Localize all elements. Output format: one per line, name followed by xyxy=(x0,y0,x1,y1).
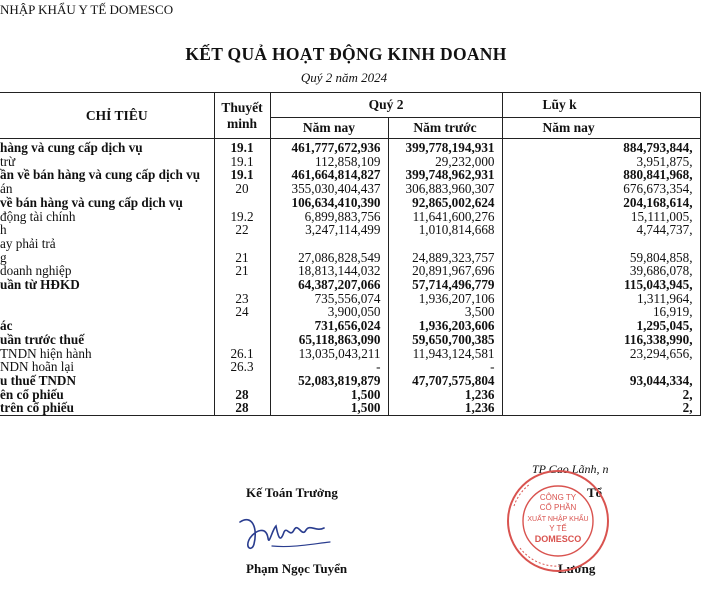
row-previous-year: 1,236 xyxy=(388,401,502,415)
row-item-name: trừ xyxy=(0,155,214,169)
report-period: Quý 2 năm 2024 xyxy=(300,70,388,85)
row-previous-year: 399,748,962,931 xyxy=(388,168,502,182)
row-ytd-current-year: 115,043,945, xyxy=(502,278,700,292)
row-note: 20 xyxy=(214,182,270,196)
row-ytd-current-year: 39,686,078, xyxy=(502,264,700,278)
row-note xyxy=(214,319,270,333)
table-row xyxy=(0,319,700,333)
row-note xyxy=(214,333,270,347)
table-row xyxy=(0,278,700,292)
row-item-name: h xyxy=(0,223,214,237)
table-row xyxy=(0,182,700,196)
row-ytd-current-year: 23,294,656, xyxy=(502,347,700,361)
row-ytd-current-year: 204,168,614, xyxy=(502,196,700,210)
row-ytd-current-year: 116,338,990, xyxy=(502,333,700,347)
row-current-year: 13,035,043,211 xyxy=(270,347,388,361)
table-row xyxy=(0,251,700,265)
header-note: Thuyết minh xyxy=(214,93,270,139)
company-name: NHẬP KHẨU Y TẾ DOMESCO xyxy=(0,2,174,17)
row-current-year: 461,777,672,936 xyxy=(270,139,388,155)
table-row xyxy=(0,305,700,319)
row-note: 19.1 xyxy=(214,139,270,155)
row-ytd-current-year: 676,673,354, xyxy=(502,182,700,196)
row-previous-year: 1,236 xyxy=(388,388,502,402)
table-row xyxy=(0,237,700,251)
row-note xyxy=(214,374,270,388)
row-current-year: 18,813,144,032 xyxy=(270,264,388,278)
row-ytd-current-year: 1,295,045, xyxy=(502,319,700,333)
table-row xyxy=(0,168,700,182)
row-ytd-current-year: 880,841,968, xyxy=(502,168,700,182)
row-previous-year: 11,641,600,276 xyxy=(388,210,502,224)
row-item-name: ần về bán hàng và cung cấp dịch vụ xyxy=(0,168,214,182)
row-item-name: uần trước thuế xyxy=(0,333,214,347)
row-current-year: 1,500 xyxy=(270,388,388,402)
row-ytd-current-year: 2, xyxy=(502,401,700,415)
row-ytd-current-year: 3,951,875, xyxy=(502,155,700,169)
table-row xyxy=(0,139,700,155)
table-row xyxy=(0,388,700,402)
row-ytd-current-year: 1,311,964, xyxy=(502,292,700,306)
company-seal xyxy=(500,466,610,576)
report-title: KẾT QUẢ HOẠT ĐỘNG KINH DOANH xyxy=(185,44,507,64)
table-row xyxy=(0,401,700,415)
row-previous-year: 24,889,323,757 xyxy=(388,251,502,265)
accountant-name: Phạm Ngọc Tuyển xyxy=(246,561,348,576)
header-ytd: Lũy k xyxy=(502,93,700,118)
row-note xyxy=(214,196,270,210)
row-previous-year: 3,500 xyxy=(388,305,502,319)
svg-text:XUẤT NHẬP KHẨU: XUẤT NHẬP KHẨU xyxy=(527,516,589,523)
table-row xyxy=(0,347,700,361)
row-note: 19.1 xyxy=(214,155,270,169)
row-current-year: 6,899,883,756 xyxy=(270,210,388,224)
row-item-name: hàng và cung cấp dịch vụ xyxy=(0,139,214,155)
header-item: CHỈ TIÊU xyxy=(0,93,214,139)
row-item-name: án xyxy=(0,182,214,196)
row-item-name: ên cổ phiếu xyxy=(0,388,214,402)
table-row xyxy=(0,292,700,306)
row-previous-year: 1,936,203,606 xyxy=(388,319,502,333)
row-current-year: 355,030,404,437 xyxy=(270,182,388,196)
row-note: 28 xyxy=(214,388,270,402)
row-note: 23 xyxy=(214,292,270,306)
row-current-year: 112,858,109 xyxy=(270,155,388,169)
row-note xyxy=(214,278,270,292)
row-previous-year: 11,943,124,581 xyxy=(388,347,502,361)
income-statement-table xyxy=(0,92,701,416)
row-item-name xyxy=(0,292,214,306)
director-name: Lương xyxy=(558,561,596,576)
svg-text:CỔ PHẦN: CỔ PHẦN xyxy=(539,503,577,512)
row-note: 28 xyxy=(214,401,270,415)
header-ytd-current-year: Năm nay xyxy=(502,118,700,139)
row-note: 26.3 xyxy=(214,360,270,374)
row-previous-year: 20,891,967,696 xyxy=(388,264,502,278)
row-item-name: doanh nghiệp xyxy=(0,264,214,278)
header-quarter: Quý 2 xyxy=(270,93,502,118)
table-row xyxy=(0,196,700,210)
svg-text:Y TẾ: Y TẾ xyxy=(549,524,567,533)
table-row xyxy=(0,155,700,169)
row-note: 19.2 xyxy=(214,210,270,224)
table-row xyxy=(0,333,700,347)
row-note: 19.1 xyxy=(214,168,270,182)
row-previous-year: 57,714,496,779 xyxy=(388,278,502,292)
row-current-year: 735,556,074 xyxy=(270,292,388,306)
row-ytd-current-year: 884,793,844, xyxy=(502,139,700,155)
row-ytd-current-year: 2, xyxy=(502,388,700,402)
row-previous-year: 399,778,194,931 xyxy=(388,139,502,155)
director-title: Tổ xyxy=(587,485,603,500)
row-item-name: động tài chính xyxy=(0,210,214,224)
row-previous-year: 92,865,002,624 xyxy=(388,196,502,210)
row-note: 26.1 xyxy=(214,347,270,361)
row-ytd-current-year: 16,919, xyxy=(502,305,700,319)
row-current-year: 731,656,024 xyxy=(270,319,388,333)
row-current-year: 64,387,207,066 xyxy=(270,278,388,292)
row-current-year: - xyxy=(270,360,388,374)
svg-text:CÔNG TY: CÔNG TY xyxy=(539,493,577,502)
signature-image xyxy=(232,508,352,558)
row-note: 21 xyxy=(214,251,270,265)
header-current-year: Năm nay xyxy=(270,118,388,139)
table-row xyxy=(0,264,700,278)
row-current-year: 106,634,410,390 xyxy=(270,196,388,210)
row-previous-year: 59,650,700,385 xyxy=(388,333,502,347)
accountant-title: Kế Toán Trưởng xyxy=(246,485,338,500)
row-current-year: 3,247,114,499 xyxy=(270,223,388,237)
row-item-name: về bán hàng và cung cấp dịch vụ xyxy=(0,196,214,210)
table-body xyxy=(0,139,700,416)
row-item-name: g xyxy=(0,251,214,265)
row-current-year xyxy=(270,237,388,251)
header-previous-year: Năm trước xyxy=(388,118,502,139)
row-note xyxy=(214,237,270,251)
row-current-year: 52,083,819,879 xyxy=(270,374,388,388)
row-note: 21 xyxy=(214,264,270,278)
row-previous-year: 47,707,575,804 xyxy=(388,374,502,388)
row-note: 22 xyxy=(214,223,270,237)
row-current-year: 461,664,814,827 xyxy=(270,168,388,182)
row-item-name xyxy=(0,305,214,319)
table-row xyxy=(0,223,700,237)
row-previous-year: 1,010,814,668 xyxy=(388,223,502,237)
row-item-name: uần từ HĐKD xyxy=(0,278,214,292)
table-row xyxy=(0,374,700,388)
row-item-name: TNDN hiện hành xyxy=(0,347,214,361)
row-previous-year xyxy=(388,237,502,251)
row-ytd-current-year: 93,044,334, xyxy=(502,374,700,388)
row-ytd-current-year: 15,111,005, xyxy=(502,210,700,224)
row-previous-year: 306,883,960,307 xyxy=(388,182,502,196)
table-row xyxy=(0,210,700,224)
row-ytd-current-year: 59,804,858, xyxy=(502,251,700,265)
row-current-year: 1,500 xyxy=(270,401,388,415)
row-current-year: 27,086,828,549 xyxy=(270,251,388,265)
row-item-name: u thuế TNDN xyxy=(0,374,214,388)
row-previous-year: 1,936,207,106 xyxy=(388,292,502,306)
row-current-year: 65,118,863,090 xyxy=(270,333,388,347)
row-previous-year: - xyxy=(388,360,502,374)
row-note: 24 xyxy=(214,305,270,319)
row-item-name: NDN hoãn lại xyxy=(0,360,214,374)
row-item-name: ay phải trả xyxy=(0,237,214,251)
income-statement-table-wrap xyxy=(0,92,693,467)
row-current-year: 3,900,050 xyxy=(270,305,388,319)
row-item-name: trên cổ phiếu xyxy=(0,401,214,415)
table-row xyxy=(0,360,700,374)
row-ytd-current-year xyxy=(502,360,700,374)
row-ytd-current-year xyxy=(502,237,700,251)
row-previous-year: 29,232,000 xyxy=(388,155,502,169)
place-date: TP Cao Lãnh, n xyxy=(532,462,609,476)
row-item-name: ác xyxy=(0,319,214,333)
row-ytd-current-year: 4,744,737, xyxy=(502,223,700,237)
svg-text:DOMESCO: DOMESCO xyxy=(534,534,582,544)
